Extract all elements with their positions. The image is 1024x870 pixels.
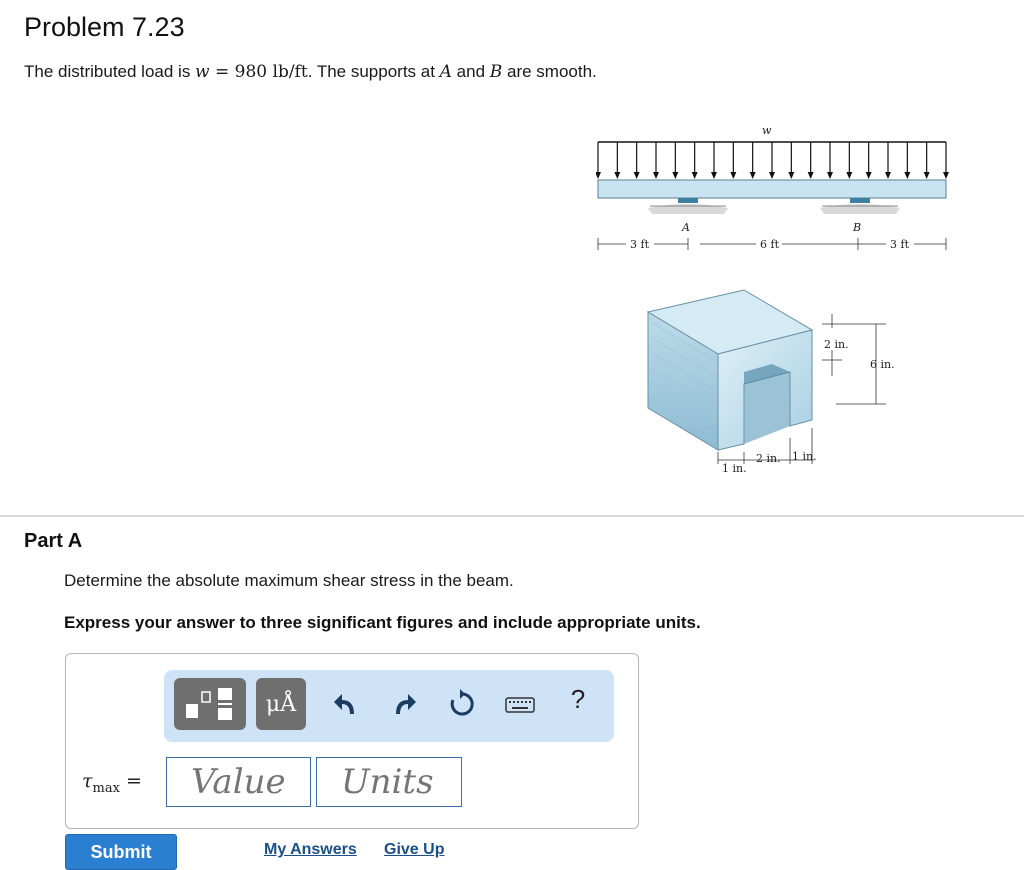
load-arrowhead — [692, 172, 698, 179]
instruction-text: Express your answer to three significant figures and include appropriate units. — [64, 613, 701, 632]
support-b — [820, 198, 900, 214]
submit-button[interactable]: Submit — [65, 834, 177, 870]
beam-figure — [596, 118, 950, 478]
my-answers-link[interactable]: My Answers — [264, 841, 357, 858]
statement-text-4: are smooth. — [502, 62, 597, 81]
support-a-symbol: A — [439, 62, 452, 82]
load-arrowhead — [788, 172, 794, 179]
load-arrowhead — [885, 172, 891, 179]
load-equation: = 980 lb/ft — [209, 62, 308, 82]
answer-variable-label — [82, 770, 142, 796]
dim-bottom-left-label: 1 in. — [722, 462, 747, 475]
redo-icon[interactable] — [388, 688, 420, 722]
beam — [598, 180, 946, 198]
math-toolbar — [164, 670, 614, 742]
statement-text-2: . The supports at — [307, 62, 440, 81]
load-arrowhead — [904, 172, 910, 179]
templates-button[interactable] — [174, 678, 246, 730]
load-arrowhead — [653, 172, 659, 179]
load-arrowhead — [730, 172, 736, 179]
dim-left-label: 3 ft — [630, 238, 649, 251]
equals-sign: = — [119, 770, 142, 792]
load-arrowhead — [808, 172, 814, 179]
load-arrowhead — [769, 172, 775, 179]
load-arrowhead — [924, 172, 930, 179]
load-arrowhead — [846, 172, 852, 179]
dim-right-label: 3 ft — [890, 238, 909, 251]
help-icon[interactable]: ? — [570, 684, 586, 714]
part-title: Part A — [24, 530, 83, 552]
cross-section-3d — [648, 290, 812, 450]
distributed-load-arrows — [596, 142, 949, 179]
load-arrowhead — [750, 172, 756, 179]
load-arrowhead — [614, 172, 620, 179]
support-b-label: B — [853, 221, 862, 234]
templates-icon — [174, 678, 246, 730]
undo-icon[interactable] — [330, 688, 362, 722]
problem-title: Problem 7.23 — [24, 12, 185, 42]
dim-height-label: 6 in. — [870, 358, 895, 371]
dim-middle-label: 6 ft — [760, 238, 779, 251]
give-up-link[interactable]: Give Up — [384, 841, 445, 858]
question-text: Determine the absolute maximum shear stress in the beam. — [64, 571, 514, 590]
load-arrowhead — [596, 172, 601, 179]
dim-bottom-right-label: 1 in. — [792, 450, 817, 463]
load-label: w — [762, 124, 772, 137]
tau-symbol: τ — [82, 770, 93, 792]
statement-text-3: and — [451, 62, 490, 81]
load-variable: w — [195, 62, 210, 82]
tau-subscript: max — [92, 780, 120, 796]
section-divider — [0, 515, 1024, 517]
load-arrowhead — [827, 172, 833, 179]
load-arrowhead — [866, 172, 872, 179]
support-b-symbol: B — [489, 62, 503, 82]
load-arrowhead — [711, 172, 717, 179]
load-arrowhead — [943, 172, 949, 179]
statement-text-1: The distributed load is — [24, 62, 196, 81]
units-symbols-button[interactable]: μÅ — [256, 678, 306, 730]
dim-bottom-mid-label: 2 in. — [756, 452, 781, 465]
support-a — [648, 198, 728, 214]
dim-flange-label: 2 in. — [824, 338, 849, 351]
load-arrowhead — [672, 172, 678, 179]
keyboard-icon[interactable] — [504, 688, 536, 722]
value-input[interactable] — [166, 757, 311, 807]
problem-statement — [24, 62, 597, 82]
load-arrowhead — [634, 172, 640, 179]
units-input[interactable] — [316, 757, 462, 807]
reset-icon[interactable] — [446, 688, 478, 722]
support-a-label: A — [682, 221, 690, 234]
